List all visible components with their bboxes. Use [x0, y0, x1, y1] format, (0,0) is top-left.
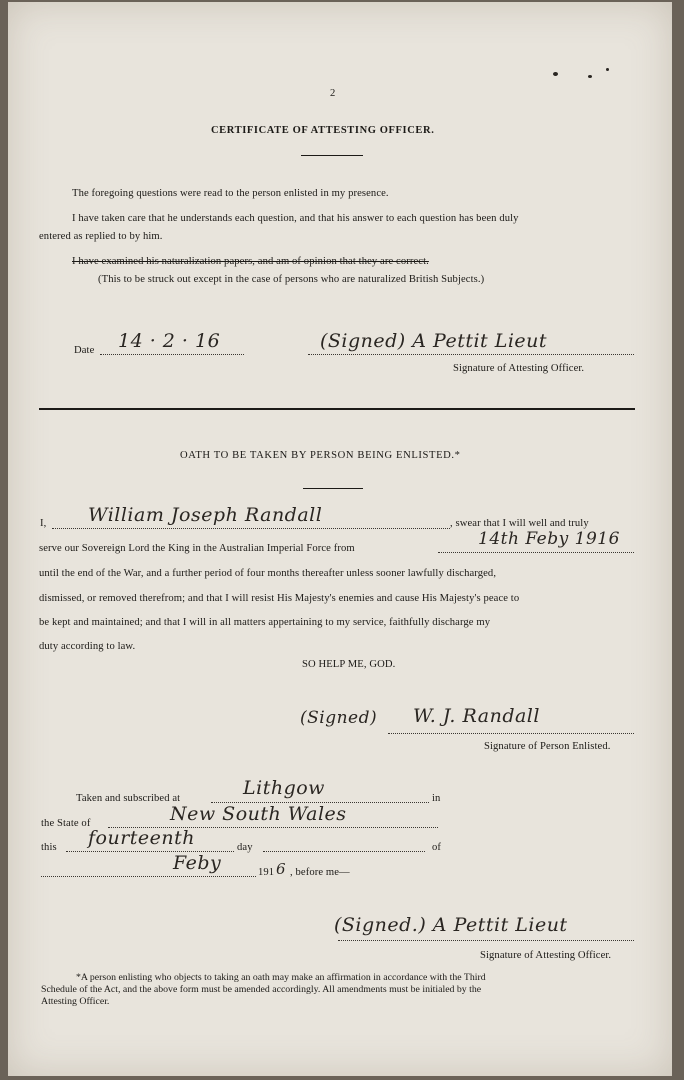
state-handwritten: New South Wales: [170, 803, 347, 825]
oath-line-6: duty according to law.: [39, 641, 136, 652]
document-page: [8, 2, 672, 1076]
enlist-from-date: 14th Feby 1916: [478, 529, 620, 549]
footnote-line-3: Attesting Officer.: [41, 996, 110, 1007]
enlistee-signature-line: [388, 733, 634, 734]
certificate-para-3-struck: I have examined his naturalization papers, and am of opinion that they are correct.: [72, 256, 429, 267]
attesting-signature-caption-2: Signature of Attesting Officer.: [480, 950, 612, 961]
oath-closing: SO HELP ME, GOD.: [302, 659, 396, 670]
oath-title-underline: [303, 488, 363, 489]
date-label: Date: [74, 345, 95, 356]
place-handwritten: Lithgow: [243, 777, 325, 799]
oath-title: OATH TO BE TAKEN BY PERSON BEING ENLISTED.*: [180, 450, 461, 461]
ink-speck: [588, 75, 592, 78]
this-label: this: [41, 842, 57, 853]
enlistee-signature: W. J. Randall: [413, 705, 540, 727]
ink-speck: [553, 72, 558, 76]
month-handwritten: Feby: [173, 852, 222, 874]
name-dotted-line: [52, 528, 450, 529]
footnote-line-2: Schedule of the Act, and the above form must be amended accordingly. All amendments must be initialed by the: [41, 984, 482, 995]
certificate-title: CERTIFICATE OF ATTESTING OFFICER.: [211, 125, 435, 136]
enlistee-signed-label: (Signed): [300, 708, 378, 728]
section-divider: [39, 408, 635, 410]
certificate-para-4: (This to be struck out except in the case of persons who are naturalized British Subjects.): [98, 274, 485, 285]
oath-line-1-rest: , swear that I will well and truly: [450, 518, 589, 529]
oath-line-2: serve our Sovereign Lord the King in the Australian Imperial Force from: [39, 543, 355, 554]
in-label: in: [432, 793, 441, 804]
oath-line-5: be kept and maintained; and that I will in all matters appertaining to my service, faithfully discharge my: [39, 617, 491, 628]
month-dotted-line: [41, 876, 256, 877]
attesting-signature-2: (Signed.) A Pettit Lieut: [334, 914, 568, 936]
date-dotted-line: [100, 354, 244, 355]
day-handwritten: fourteenth: [88, 827, 196, 849]
of-dotted-line: [263, 851, 425, 852]
oath-line-3: until the end of the War, and a further period of four months thereafter unless sooner lawfully discharged,: [39, 568, 497, 579]
signature-dotted-line: [308, 354, 634, 355]
date-handwritten: 14 · 2 · 16: [118, 330, 221, 352]
from-dotted-line: [438, 552, 634, 553]
taken-subscribed-label: Taken and subscribed at: [76, 793, 181, 804]
state-label: the State of: [41, 818, 91, 829]
year-prefix: 191: [258, 867, 275, 878]
footnote-line-1: *A person enlisting who objects to taking an oath may make an affirmation in accordance with the Third: [76, 972, 486, 983]
attesting-signature-line-2: [338, 940, 634, 941]
certificate-para-2-cont: entered as replied to by him.: [39, 231, 163, 242]
certificate-para-1: The foregoing questions were read to the person enlisted in my presence.: [72, 188, 389, 199]
enlistee-signature-caption: Signature of Person Enlisted.: [484, 741, 611, 752]
ink-speck: [606, 68, 609, 71]
page-number: 2: [330, 88, 336, 99]
enlistee-name: William Joseph Randall: [88, 504, 323, 526]
of-label: of: [432, 842, 442, 853]
day-label: day: [237, 842, 253, 853]
oath-i-label: I,: [40, 518, 47, 529]
attesting-signature: (Signed) A Pettit Lieut: [320, 330, 548, 352]
title-underline: [301, 155, 363, 156]
oath-line-4: dismissed, or removed therefrom; and that I will resist His Majesty's enemies and cause His Majesty's peace to: [39, 593, 520, 604]
before-me-label: , before me—: [290, 867, 350, 878]
attesting-signature-caption: Signature of Attesting Officer.: [453, 363, 585, 374]
year-handwritten: 6: [276, 860, 287, 878]
certificate-para-2: I have taken care that he understands each question, and that his answer to each question has been duly: [72, 213, 519, 224]
